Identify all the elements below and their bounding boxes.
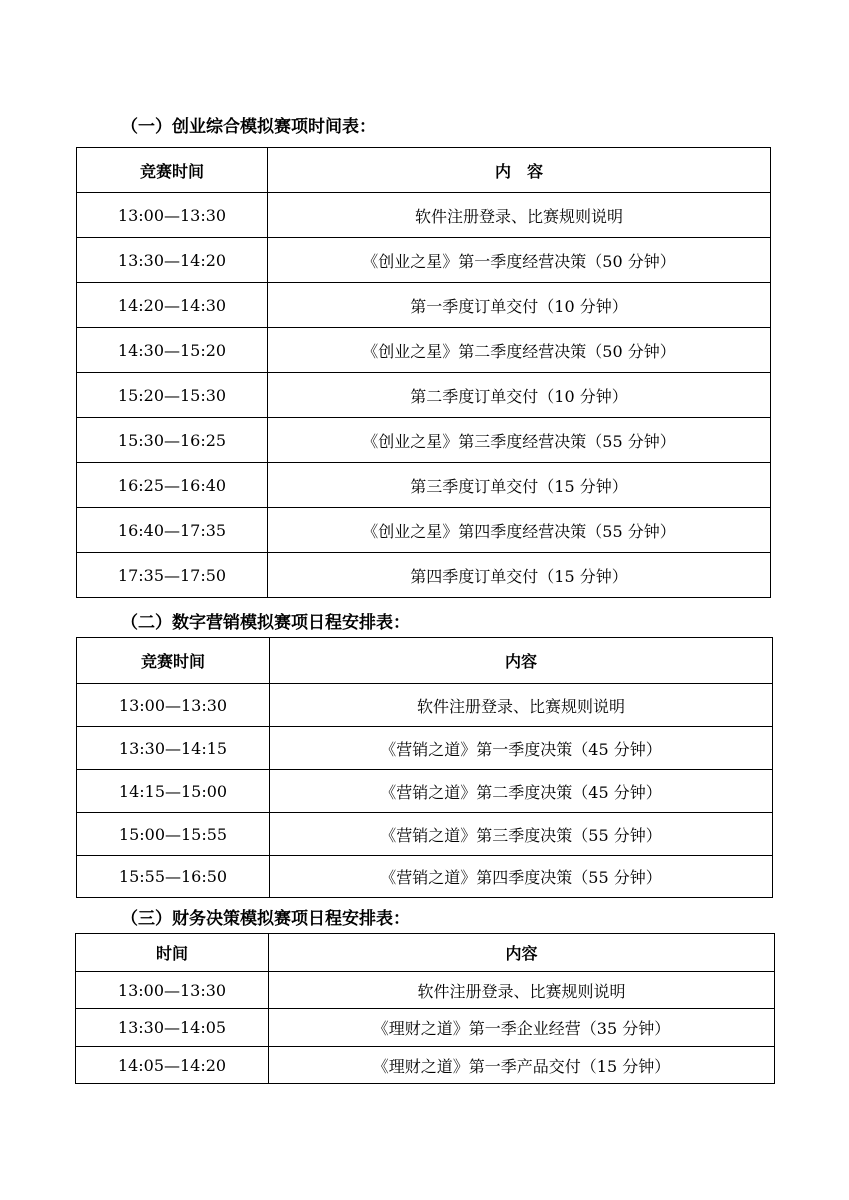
time-cell: 15:55—16:50 bbox=[77, 856, 270, 898]
table-row bbox=[77, 856, 773, 898]
header-content: 内容 bbox=[269, 934, 775, 972]
table-row bbox=[77, 770, 773, 813]
time-cell: 13:00—13:30 bbox=[77, 193, 268, 238]
table-header-row bbox=[77, 638, 773, 684]
header-content: 内容 bbox=[270, 638, 773, 684]
content-cell: 《创业之星》第三季度经营决策（55 分钟） bbox=[268, 418, 771, 463]
content-cell: 《理财之道》第一季企业经营（35 分钟） bbox=[269, 1009, 775, 1047]
content-cell: 《营销之道》第二季度决策（45 分钟） bbox=[270, 770, 773, 813]
content-cell: 《理财之道》第一季产品交付（15 分钟） bbox=[269, 1047, 775, 1084]
section-1-title: （一）创业综合模拟赛项时间表： bbox=[121, 117, 376, 137]
time-cell: 14:15—15:00 bbox=[77, 770, 270, 813]
table-row bbox=[77, 418, 771, 463]
table-row bbox=[77, 193, 771, 238]
table-row bbox=[77, 328, 771, 373]
content-cell: 第三季度订单交付（15 分钟） bbox=[268, 463, 771, 508]
table-row bbox=[77, 463, 771, 508]
time-cell: 13:00—13:30 bbox=[76, 972, 269, 1009]
table-row bbox=[77, 373, 771, 418]
time-cell: 13:30—14:20 bbox=[77, 238, 268, 283]
content-cell: 第四季度订单交付（15 分钟） bbox=[268, 553, 771, 598]
table-row bbox=[77, 684, 773, 727]
time-cell: 14:20—14:30 bbox=[77, 283, 268, 328]
content-cell: 软件注册登录、比赛规则说明 bbox=[270, 684, 773, 727]
content-cell: 《营销之道》第一季度决策（45 分钟） bbox=[270, 727, 773, 770]
table-row bbox=[77, 508, 771, 553]
section-2-title: （二）数字营销模拟赛项日程安排表： bbox=[121, 613, 410, 633]
content-cell: 软件注册登录、比赛规则说明 bbox=[269, 972, 775, 1009]
time-cell: 15:00—15:55 bbox=[77, 813, 270, 856]
time-cell: 13:00—13:30 bbox=[77, 684, 270, 727]
content-cell: 《创业之星》第一季度经营决策（50 分钟） bbox=[268, 238, 771, 283]
section-3-title: （三）财务决策模拟赛项日程安排表： bbox=[121, 909, 410, 929]
table-row bbox=[77, 283, 771, 328]
table-row bbox=[77, 813, 773, 856]
table-row bbox=[77, 727, 773, 770]
table-row bbox=[76, 1009, 775, 1047]
time-cell: 16:25—16:40 bbox=[77, 463, 268, 508]
table-row bbox=[76, 972, 775, 1009]
content-cell: 《营销之道》第三季度决策（55 分钟） bbox=[270, 813, 773, 856]
table-header-row bbox=[77, 148, 771, 193]
table-row bbox=[77, 238, 771, 283]
schedule-table-3 bbox=[75, 933, 775, 1084]
time-cell: 14:05—14:20 bbox=[76, 1047, 269, 1084]
header-time: 竞赛时间 bbox=[77, 638, 270, 684]
table-row bbox=[77, 553, 771, 598]
content-cell: 软件注册登录、比赛规则说明 bbox=[268, 193, 771, 238]
header-time: 时间 bbox=[76, 934, 269, 972]
time-cell: 13:30—14:05 bbox=[76, 1009, 269, 1047]
time-cell: 15:30—16:25 bbox=[77, 418, 268, 463]
header-time: 竞赛时间 bbox=[77, 148, 268, 193]
table-row bbox=[76, 1047, 775, 1084]
time-cell: 17:35—17:50 bbox=[77, 553, 268, 598]
content-cell: 第二季度订单交付（10 分钟） bbox=[268, 373, 771, 418]
schedule-table-2 bbox=[76, 637, 773, 898]
content-cell: 《创业之星》第二季度经营决策（50 分钟） bbox=[268, 328, 771, 373]
content-cell: 《营销之道》第四季度决策（55 分钟） bbox=[270, 856, 773, 898]
table-header-row bbox=[76, 934, 775, 972]
time-cell: 15:20—15:30 bbox=[77, 373, 268, 418]
header-content: 内 容 bbox=[268, 148, 771, 193]
content-cell: 《创业之星》第四季度经营决策（55 分钟） bbox=[268, 508, 771, 553]
content-cell: 第一季度订单交付（10 分钟） bbox=[268, 283, 771, 328]
time-cell: 16:40—17:35 bbox=[77, 508, 268, 553]
time-cell: 13:30—14:15 bbox=[77, 727, 270, 770]
schedule-table-1 bbox=[76, 147, 771, 598]
time-cell: 14:30—15:20 bbox=[77, 328, 268, 373]
